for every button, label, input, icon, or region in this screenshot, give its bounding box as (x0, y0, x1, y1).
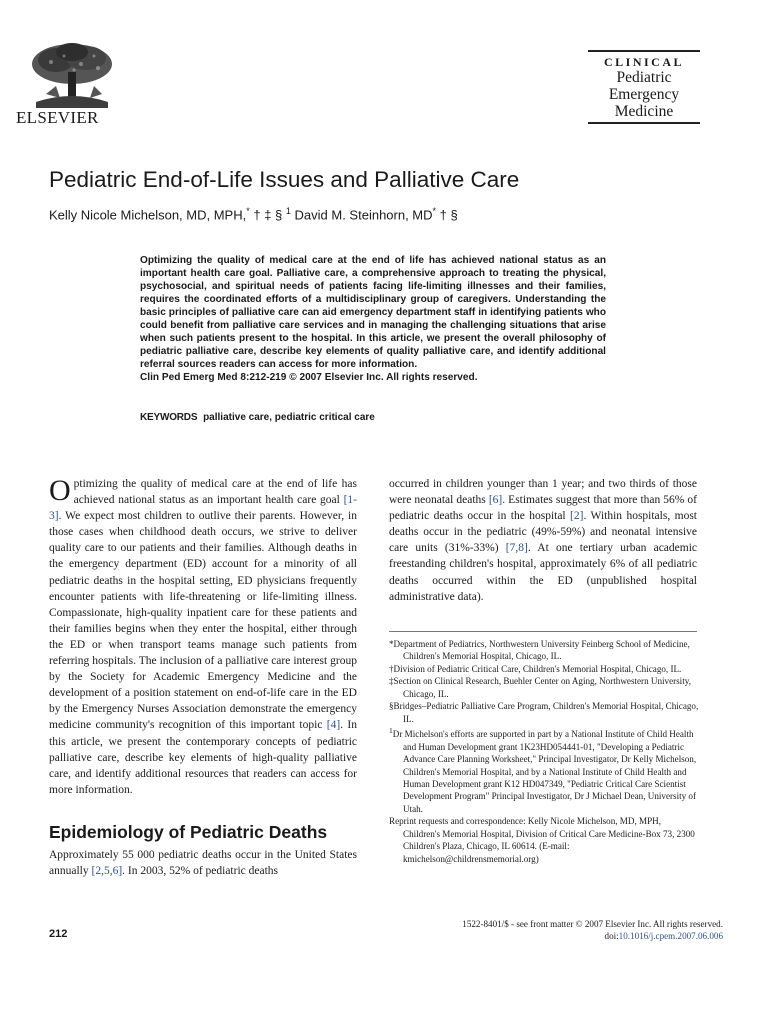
section-heading: Epidemiology of Pediatric Deaths (49, 821, 328, 842)
footnote-mark: § (389, 701, 394, 712)
footnote-affiliation-1 (389, 638, 699, 663)
abstract-text: Optimizing the quality of medical care at the end of life has achieved national status as an important health care goal. Palliative care, a comprehensive approach to treating the physical, psychosocial, and spiritual needs of patients facing life-limiting illnesses and their families, requires the coordinated efforts of a multidisciplinary group of caregivers. Understanding the basic principles of palliative care can aid emergency department staff in identifying patients who could benefit from palliative care services and in managing the challenging situations that arise when such patients present to the hospital. In this article, we present the overall philosophy of pediatric palliative care, describe key elements of quality palliative care, and identify additional referral sources readers can access for more information. (140, 255, 606, 371)
intro-text-c: . In this article, we present the contemporary concepts of pediatric palliative care, describe key elements of high-quality palliative care, and identify additional resources that readers can access for more information. (49, 719, 357, 796)
journal-kicker: CLINICAL (603, 55, 684, 69)
left-column (49, 476, 357, 879)
abstract (140, 254, 606, 384)
copyright-line: 1522-8401/$ - see front matter © 2007 Elsevier Inc. All rights reserved. (462, 919, 723, 929)
continued-paragraph (389, 476, 697, 605)
author-2: David M. Steinhorn, MD (294, 207, 433, 223)
article-title: Pediatric End-of-Life Issues and Palliative Care (49, 167, 520, 192)
journal-name-line-3: Medicine (614, 103, 674, 120)
author-1-affiliation-marks: † ‡ § (249, 207, 283, 223)
doi-link[interactable]: 10.1016/j.cpem.2007.06.006 (618, 931, 723, 941)
journal-name-line-2: Emergency (608, 86, 680, 103)
journal-name-line-1: Pediatric (616, 69, 672, 86)
footnote-text: Bridges–Pediatric Palliative Care Program, Children's Memorial Hospital, Chicago, IL. (393, 701, 699, 724)
publisher-name: ELSEVIER (16, 108, 99, 127)
epidemiology-paragraph (49, 847, 357, 879)
intro-text-b: . We expect most children to outlive their parents. However, in those cases when childhood death occurs, we strive to deliver quality care to our patients and their families. Although deaths in the emergency department (ED) account for a minority of all pediatric deaths in the hospital setting, ED physicians frequently encounter patients with life-threatening or life-limiting illness. Compassionate, high-quality inpatient care for these patients and their families begins when they enter the hospital, either through the ED or when transport teams manage such patients from referring hospitals. The inclusion of a palliative care interest group by the Society for Academic Emergency Medicine and the development of a position statement on end-of-life care in the ED by the Emergency Nurses Association demonstrate the emergency medicine community's recognition of this important topic (49, 510, 357, 732)
footnote-text: Section on Clinical Research, Buehler Center on Aging, Northwestern University, Chicago, IL. (393, 676, 691, 699)
right-column (389, 476, 697, 605)
reference-link[interactable]: [2,5,6] (91, 864, 123, 877)
correspondence-email[interactable]: (E-mail: kmichelson@childrensmemorial.org) (403, 841, 570, 864)
reference-link[interactable]: [2] (570, 510, 584, 523)
footnote-text: Department of Pediatrics, Northwestern University Feinberg School of Medicine, Children's Memorial Hospital, Chicago, IL. (393, 639, 690, 662)
epidemiology-text-a: Approximately 55 000 pediatric deaths occur in the United States annually (49, 848, 357, 877)
correspondence-text: Reprint requests and correspondence: Kelly Nicole Michelson, MD, MPH, Children's Memorial Hospital, Division of Critical Care Medicine-Box 73, 2300 Children's Plaza, Chicago, IL 60614. (389, 816, 695, 852)
footnote-text: Dr Michelson's efforts are supported in part by a National Institute of Child Health and Human Development grant 1K23HD054441-01, "Developing a Pediatric Advance Care Planning Worksheet," Principal Investigator, Dr Kelly Michelson, Children's Memorial Hospital, and by a National Institute of Child Health and Human Development grant K12 HD047349, "Pediatric Critical Care Scientist Development Program" Principal Investigator, Dr J Michael Dean, University of Utah. (392, 729, 697, 814)
epidemiology-text-b: . In 2003, 52% of pediatric deaths (122, 864, 279, 877)
elsevier-logo (16, 40, 124, 130)
footnote-mark: 1 (389, 726, 393, 736)
author-1-note: 1 (285, 206, 291, 216)
author-1: Kelly Nicole Michelson, MD, MPH, (49, 207, 247, 223)
drop-cap: O (49, 474, 71, 507)
keywords-text: palliative care, pediatric critical care (203, 412, 375, 423)
masthead-bottom-rule (588, 122, 700, 124)
article-authors (49, 206, 458, 222)
footnote-affiliation-4 (389, 700, 699, 725)
reference-link[interactable]: [7,8] (505, 542, 528, 555)
continued-text-a: occurred in children younger than 1 year; and two thirds of those were neonatal deaths (389, 478, 697, 507)
reference-link[interactable]: [1-3] (49, 494, 357, 523)
intro-paragraph (49, 476, 357, 798)
intro-text-a: ptimizing the quality of medical care at the end of life has achieved national status as an important health care goal (73, 478, 357, 507)
footnote-affiliation-3 (389, 675, 699, 700)
elsevier-tree-icon (26, 42, 118, 108)
keywords-label: KEYWORDS (140, 412, 198, 423)
footnote-mark: ‡ (389, 676, 394, 687)
keywords (140, 412, 375, 423)
reference-link[interactable]: [6] (488, 494, 503, 507)
continued-text-d: . At one tertiary urban academic freestanding children's hospital, approximately 6% of all pediatric deaths occurred within the ED (unpublished hospital administrative data). (389, 542, 697, 603)
footnote-text: Division of Pediatric Critical Care, Children's Memorial Hospital, Chicago, IL. (393, 663, 682, 674)
footnote-funding (389, 725, 699, 815)
footnote-affiliation-2 (389, 663, 699, 675)
author-2-affiliation-marks: † § (436, 207, 458, 223)
footnote-divider (389, 631, 697, 632)
journal-masthead (588, 50, 700, 124)
abstract-citation: Clin Ped Emerg Med 8:212-219 © 2007 Elsevier Inc. All rights reserved. (140, 372, 478, 384)
author-1-marks: * (246, 206, 250, 216)
footnotes (389, 638, 699, 865)
footnote-mark: † (389, 663, 394, 674)
doi-line (380, 931, 723, 941)
continued-text-b: . Estimates suggest that more than 56% of pediatric deaths occur in the hospital (389, 494, 697, 523)
continued-text-c: . Within hospitals, most deaths occur in the pediatric (49%-59%) and neonatal intensive care units (31%-33%) (389, 510, 697, 555)
page-number: 212 (49, 928, 68, 940)
footnote-mark: * (389, 639, 394, 649)
reference-link[interactable]: [4] (326, 719, 341, 732)
doi-prefix: doi: (604, 931, 619, 941)
author-2-marks: * (432, 206, 437, 216)
footnote-correspondence (389, 815, 699, 865)
masthead-top-rule (588, 50, 700, 52)
